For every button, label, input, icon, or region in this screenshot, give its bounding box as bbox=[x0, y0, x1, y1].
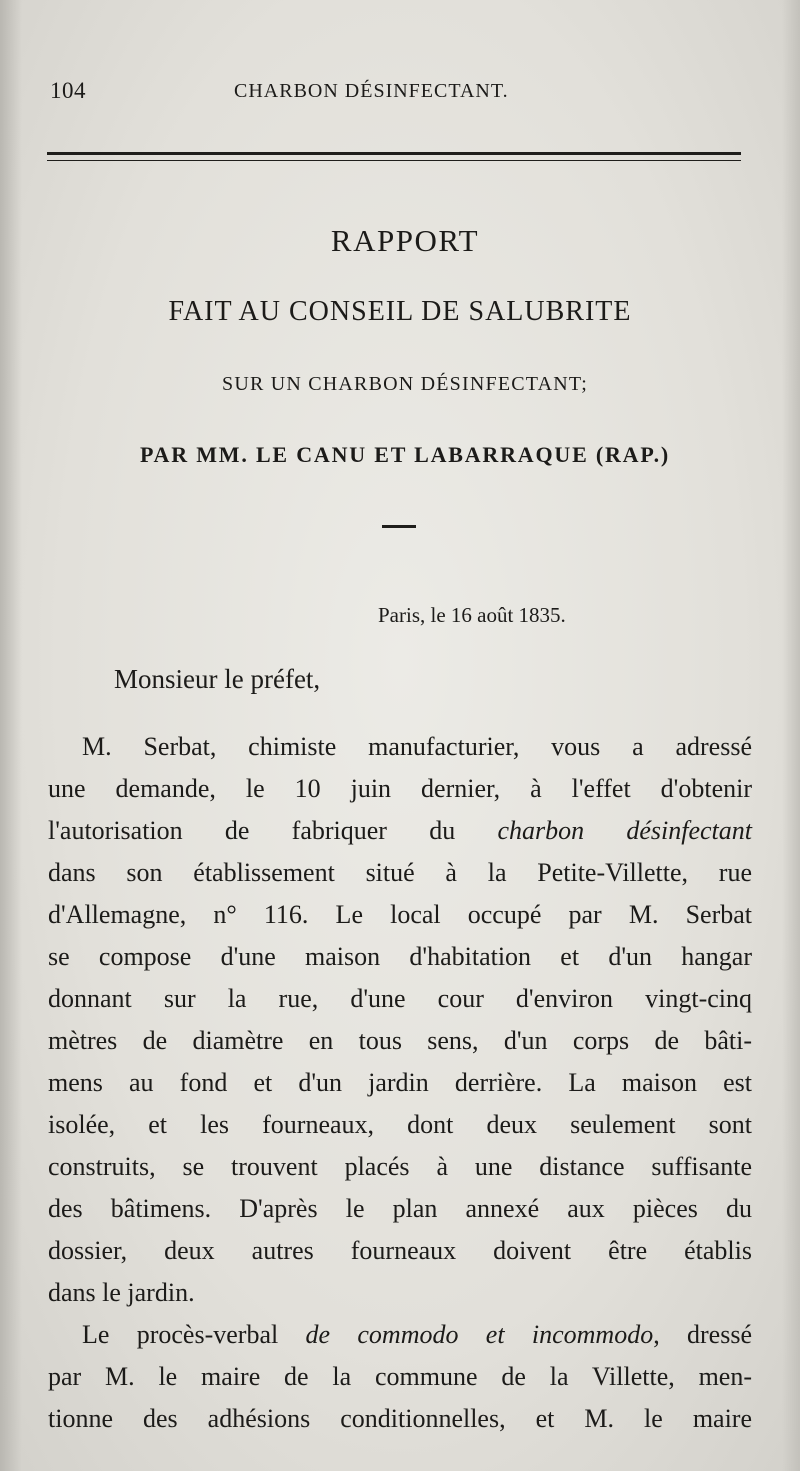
text-line: des bâtimens. D'après le plan annexé aux pièces du bbox=[48, 1194, 752, 1223]
text-line: isolée, et les fourneaux, dont deux seulement sont bbox=[48, 1110, 752, 1139]
text-line: construits, se trouvent placés à une distance suffisante bbox=[48, 1152, 752, 1181]
text-line: dossier, deux autres fourneaux doivent être établis bbox=[48, 1236, 752, 1265]
dateline: Paris, le 16 août 1835. bbox=[378, 603, 566, 627]
text-line: par M. le maire de la commune de la Villette, men- bbox=[48, 1362, 752, 1391]
page-shadow-left bbox=[0, 0, 22, 1471]
text-line: donnant sur la rue, d'une cour d'environ vingt-cinq bbox=[48, 984, 752, 1013]
italic-term: de commodo et incommodo bbox=[305, 1320, 654, 1349]
text-line: M. Serbat, chimiste manufacturier, vous a adressé bbox=[82, 732, 752, 761]
header-rule-thick bbox=[47, 152, 741, 155]
section-dash bbox=[382, 525, 416, 528]
text-segment: Le procès-verbal bbox=[82, 1320, 306, 1349]
text-line: mens au fond et d'un jardin derrière. La maison est bbox=[48, 1068, 752, 1097]
running-title: CHARBON DÉSINFECTANT. bbox=[234, 80, 509, 102]
text-line: tionne des adhésions conditionnelles, et M. le maire bbox=[48, 1404, 752, 1433]
text-line: dans son établissement situé à la Petite-Villette, rue bbox=[48, 858, 752, 887]
salutation: Monsieur le préfet, bbox=[114, 664, 321, 694]
report-subtitle-line2: SUR UN CHARBON DÉSINFECTANT; bbox=[222, 373, 588, 395]
report-subtitle-line1: FAIT AU CONSEIL DE SALUBRITE bbox=[168, 296, 632, 327]
text-line: d'Allemagne, n° 116. Le local occupé par M. Serbat bbox=[48, 900, 752, 929]
report-authors: PAR MM. LE CANU ET LABARRAQUE (RAP.) bbox=[139, 442, 671, 467]
italic-term: charbon désinfectant bbox=[497, 816, 752, 845]
page-header bbox=[48, 78, 748, 114]
page-shadow-right bbox=[782, 0, 800, 1471]
text-line bbox=[82, 1319, 752, 1351]
report-title: RAPPORT bbox=[330, 223, 480, 258]
text-line bbox=[48, 815, 752, 847]
text-segment: l'autorisation de fabriquer du bbox=[48, 816, 498, 845]
page-number: 104 bbox=[50, 78, 86, 103]
text-segment: , dressé bbox=[653, 1320, 752, 1349]
text-line: mètres de diamètre en tous sens, d'un corps de bâti- bbox=[48, 1026, 752, 1055]
text-line: se compose d'une maison d'habitation et d'un hangar bbox=[48, 942, 752, 971]
text-line: une demande, le 10 juin dernier, à l'effet d'obtenir bbox=[48, 774, 752, 803]
header-rule-thin bbox=[47, 160, 741, 161]
text-line: dans le jardin. bbox=[48, 1278, 195, 1307]
